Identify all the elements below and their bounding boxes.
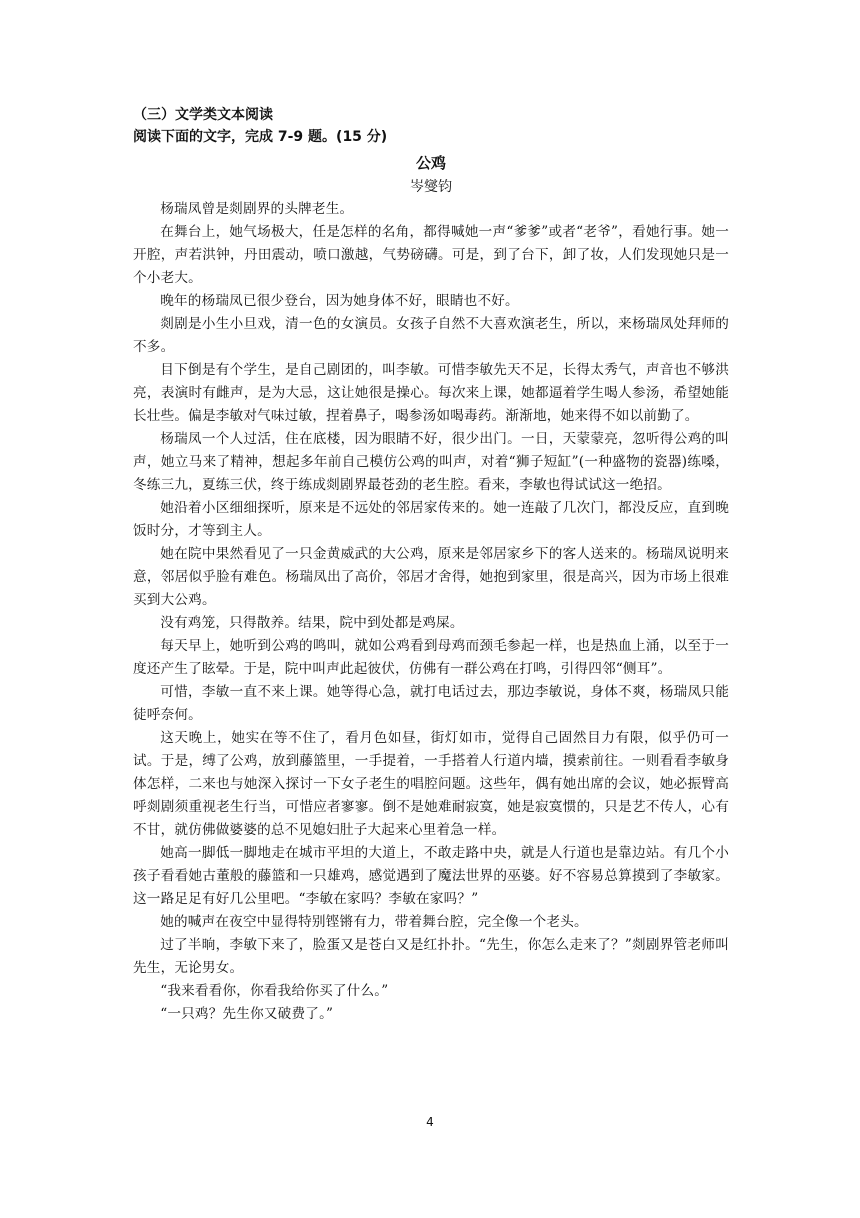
paragraph: 剡剧是小生小旦戏，清一色的女演员。女孩子自然不大喜欢演老生，所以，来杨瑞凤处拜师的不多。 — [133, 316, 729, 355]
reading-instruction: 阅读下面的文字，完成 7-9 题。(15 分) — [133, 129, 388, 145]
paragraph: “一只鸡？先生你又破费了。” — [160, 1006, 334, 1022]
story-title: 公鸡 — [415, 154, 446, 172]
page-number: 4 — [426, 1115, 434, 1129]
paragraph: “我来看看你，你看我给你买了什么。” — [160, 983, 389, 999]
paragraph: 晚年的杨瑞凤已很少登台，因为她身体不好，眼睛也不好。 — [160, 293, 519, 309]
paragraph: 在舞台上，她气场极大，任是怎样的名角，都得喊她一声“爹爹”或者“老爷”，看她行事。她一开腔，声若洪钟，丹田震动，喷口激越，气势磅礴。可是，到了台下，卸了妆，人们发现她只是一个小老大。 — [133, 224, 729, 286]
paragraph: 可惜，李敏一直不来上课。她等得心急，就打电话过去，那边李敏说，身体不爽，杨瑞凤只能徒呼奈何。 — [133, 684, 729, 723]
paragraph: 她的喊声在夜空中显得特别铿锵有力，带着舞台腔，完全像一个老头。 — [160, 914, 588, 930]
section-title: （三）文学类文本阅读 — [133, 107, 273, 123]
paragraph: 杨瑞凤一个人过活，住在底楼，因为眼睛不好，很少出门。一日，天蒙蒙亮，忽听得公鸡的叫声，她立马来了精神，想起多年前自己模仿公鸡的叫声，对着“狮子短缸”(一种盛物的瓷器)练嗓，冬练三九，夏练三伏，终于练成剡剧界最苍劲的老生腔。看来，李敏也得试试这一绝招。 — [133, 431, 729, 493]
paragraph: 目下倒是有个学生，是自己剧团的，叫李敏。可惜李敏先天不足，长得太秀气，声音也不够洪亮，表演时有雌声，是为大忌，这让她很是操心。每次来上课，她都逼着学生喝人参汤，希望她能长壮些。偏是李敏对气味过敏，捏着鼻子，喝参汤如喝毒药。渐渐地，她来得不如以前勤了。 — [133, 362, 729, 424]
paragraph: 她高一脚低一脚地走在城市平坦的大道上，不敢走路中央，就是人行道也是靠边站。有几个小孩子看看她古董般的藤篮和一只雄鸡，感觉遇到了魔法世界的巫婆。好不容易总算摸到了李敏家。这一路足足有好几公里吧。“李敏在家吗？李敏在家吗？” — [133, 845, 729, 907]
page-content — [133, 104, 729, 1026]
paragraph: 没有鸡笼，只得散养。结果，院中到处都是鸡屎。 — [160, 615, 464, 631]
story-author: 岑燮钧 — [410, 179, 452, 195]
paragraph: 她在院中果然看见了一只金黄威武的大公鸡，原来是邻居家乡下的客人送来的。杨瑞凤说明来意，邻居似乎脸有难色。杨瑞凤出了高价，邻居才舍得，她抱到家里，很是高兴，因为市场上很难买到大公鸡。 — [133, 546, 729, 608]
story-body — [133, 198, 729, 1026]
paragraph: 这天晚上，她实在等不住了，看月色如昼，街灯如市，觉得自己固然目力有限，似乎仍可一试。于是，缚了公鸡，放到藤篮里，一手提着，一手搭着人行道内墙，摸索前往。一则看看李敏身体怎样，二来也与她深入探讨一下女子老生的唱腔问题。这些年，偶有她出席的会议，她必振臂高呼剡剧须重视老生行当，可惜应者寥寥。倒不是她难耐寂寞，她是寂寞惯的，只是艺不传人，心有不甘，就仿佛做婆婆的总不见媳妇肚子大起来心里着急一样。 — [133, 730, 729, 838]
paragraph: 过了半晌，李敏下来了，脸蛋又是苍白又是红扑扑。“先生，你怎么走来了？”剡剧界管老师叫先生，无论男女。 — [133, 937, 729, 976]
paragraph: 杨瑞凤曾是剡剧界的头牌老生。 — [160, 201, 354, 217]
paragraph: 每天早上，她听到公鸡的鸣叫，就如公鸡看到母鸡而颈毛参起一样，也是热血上涌，以至于一度还产生了眩晕。于是，院中叫声此起彼伏，仿佛有一群公鸡在打鸣，引得四邻“侧耳”。 — [133, 638, 729, 677]
paragraph: 她沿着小区细细探听，原来是不远处的邻居家传来的。她一连敲了几次门，都没反应，直到晚饭时分，才等到主人。 — [133, 500, 729, 539]
